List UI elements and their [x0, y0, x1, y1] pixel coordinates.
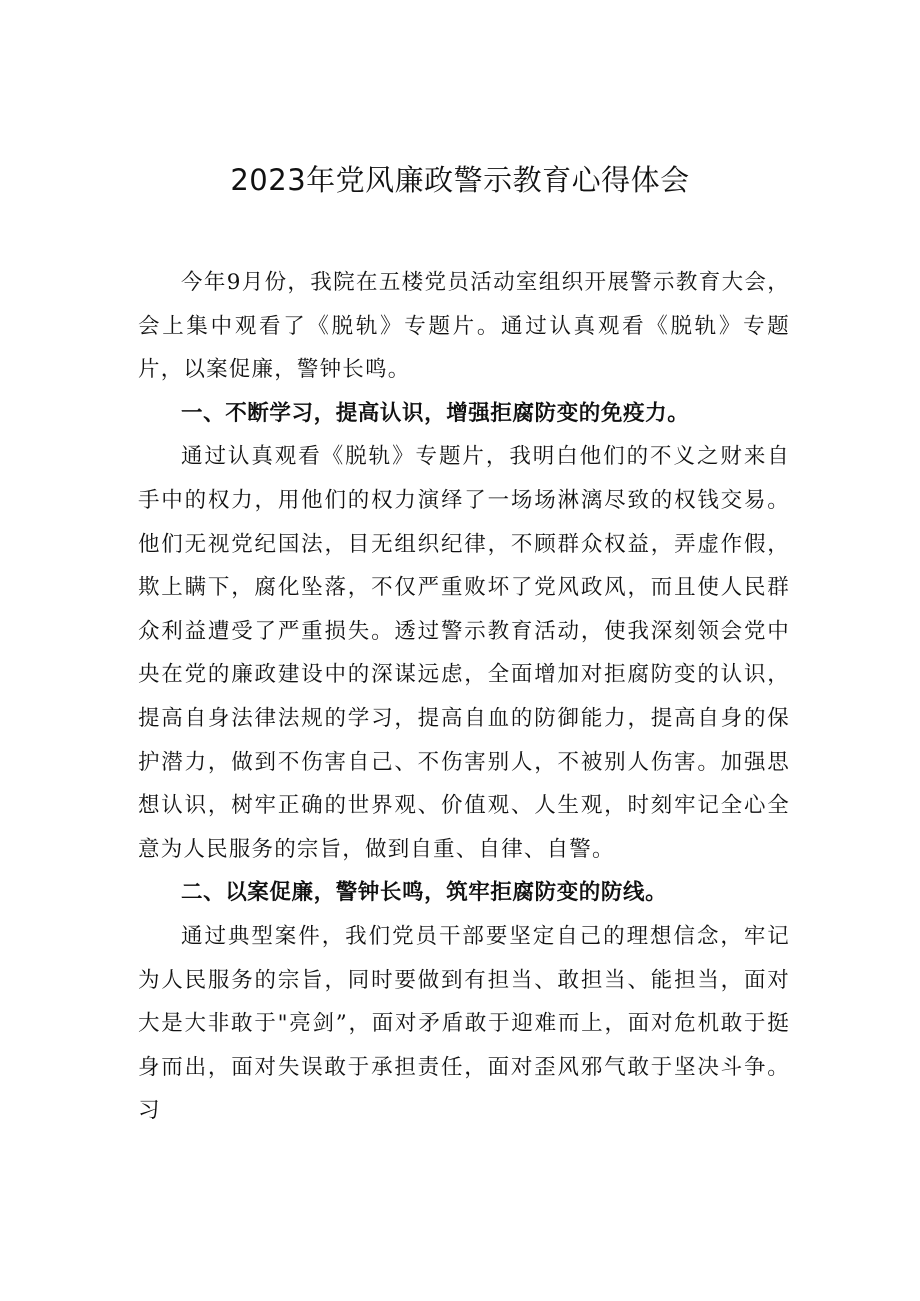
- section-heading-2: 二、以案促廉，警钟长鸣，筑牢拒腐防变的防线。: [181, 880, 668, 906]
- body-paragraph-section-2: 通过典型案件，我们党员干部要坚定自己的理想信念，牢记为人民服务的宗旨，同时要做到有担当、敢担当、能担当，面对大是大非敢于"亮剑”，面对矛盾敢于迎难而上，面对危机敢于挺身而出，面对失误敢于承担责任，面对歪风邪气敢于坚决斗争。习: [138, 923, 790, 1124]
- body-paragraph-intro: 今年9月份，我院在五楼党员活动室组织开展警示教育大会，会上集中观看了《脱轨》专题片。通过认真观看《脱轨》专题片，以案促廉，警钟长鸣。: [138, 270, 790, 383]
- document-body: [138, 261, 790, 1133]
- section-heading-1: 一、不断学习，提高认识，增强拒腐防变的免疫力。: [181, 400, 690, 426]
- document-title: 2023年党风廉政警示教育心得体会: [230, 163, 690, 197]
- body-paragraph-section-1: 通过认真观看《脱轨》专题片，我明白他们的不义之财来自手中的权力，用他们的权力演绎了一场场淋漓尽致的权钱交易。他们无视党纪国法，目无组织纪律，不顾群众权益，弄虚作假，欺上瞒下，腐化坠落，不仅严重败坏了党风政风，而且使人民群众利益遭受了严重损失。透过警示教育活动，使我深刻领会党中央在党的廉政建设中的深谋远虑，全面增加对拒腐防变的认识，提高自身法律法规的学习，提高自血的防御能力，提高自身的保护潜力，做到不伤害自己、不伤害别人，不被别人伤害。加强思想认识，树牢正确的世界观、价值观、人生观，时刻牢记全心全意为人民服务的宗旨，做到自重、自律、自警。: [138, 444, 790, 862]
